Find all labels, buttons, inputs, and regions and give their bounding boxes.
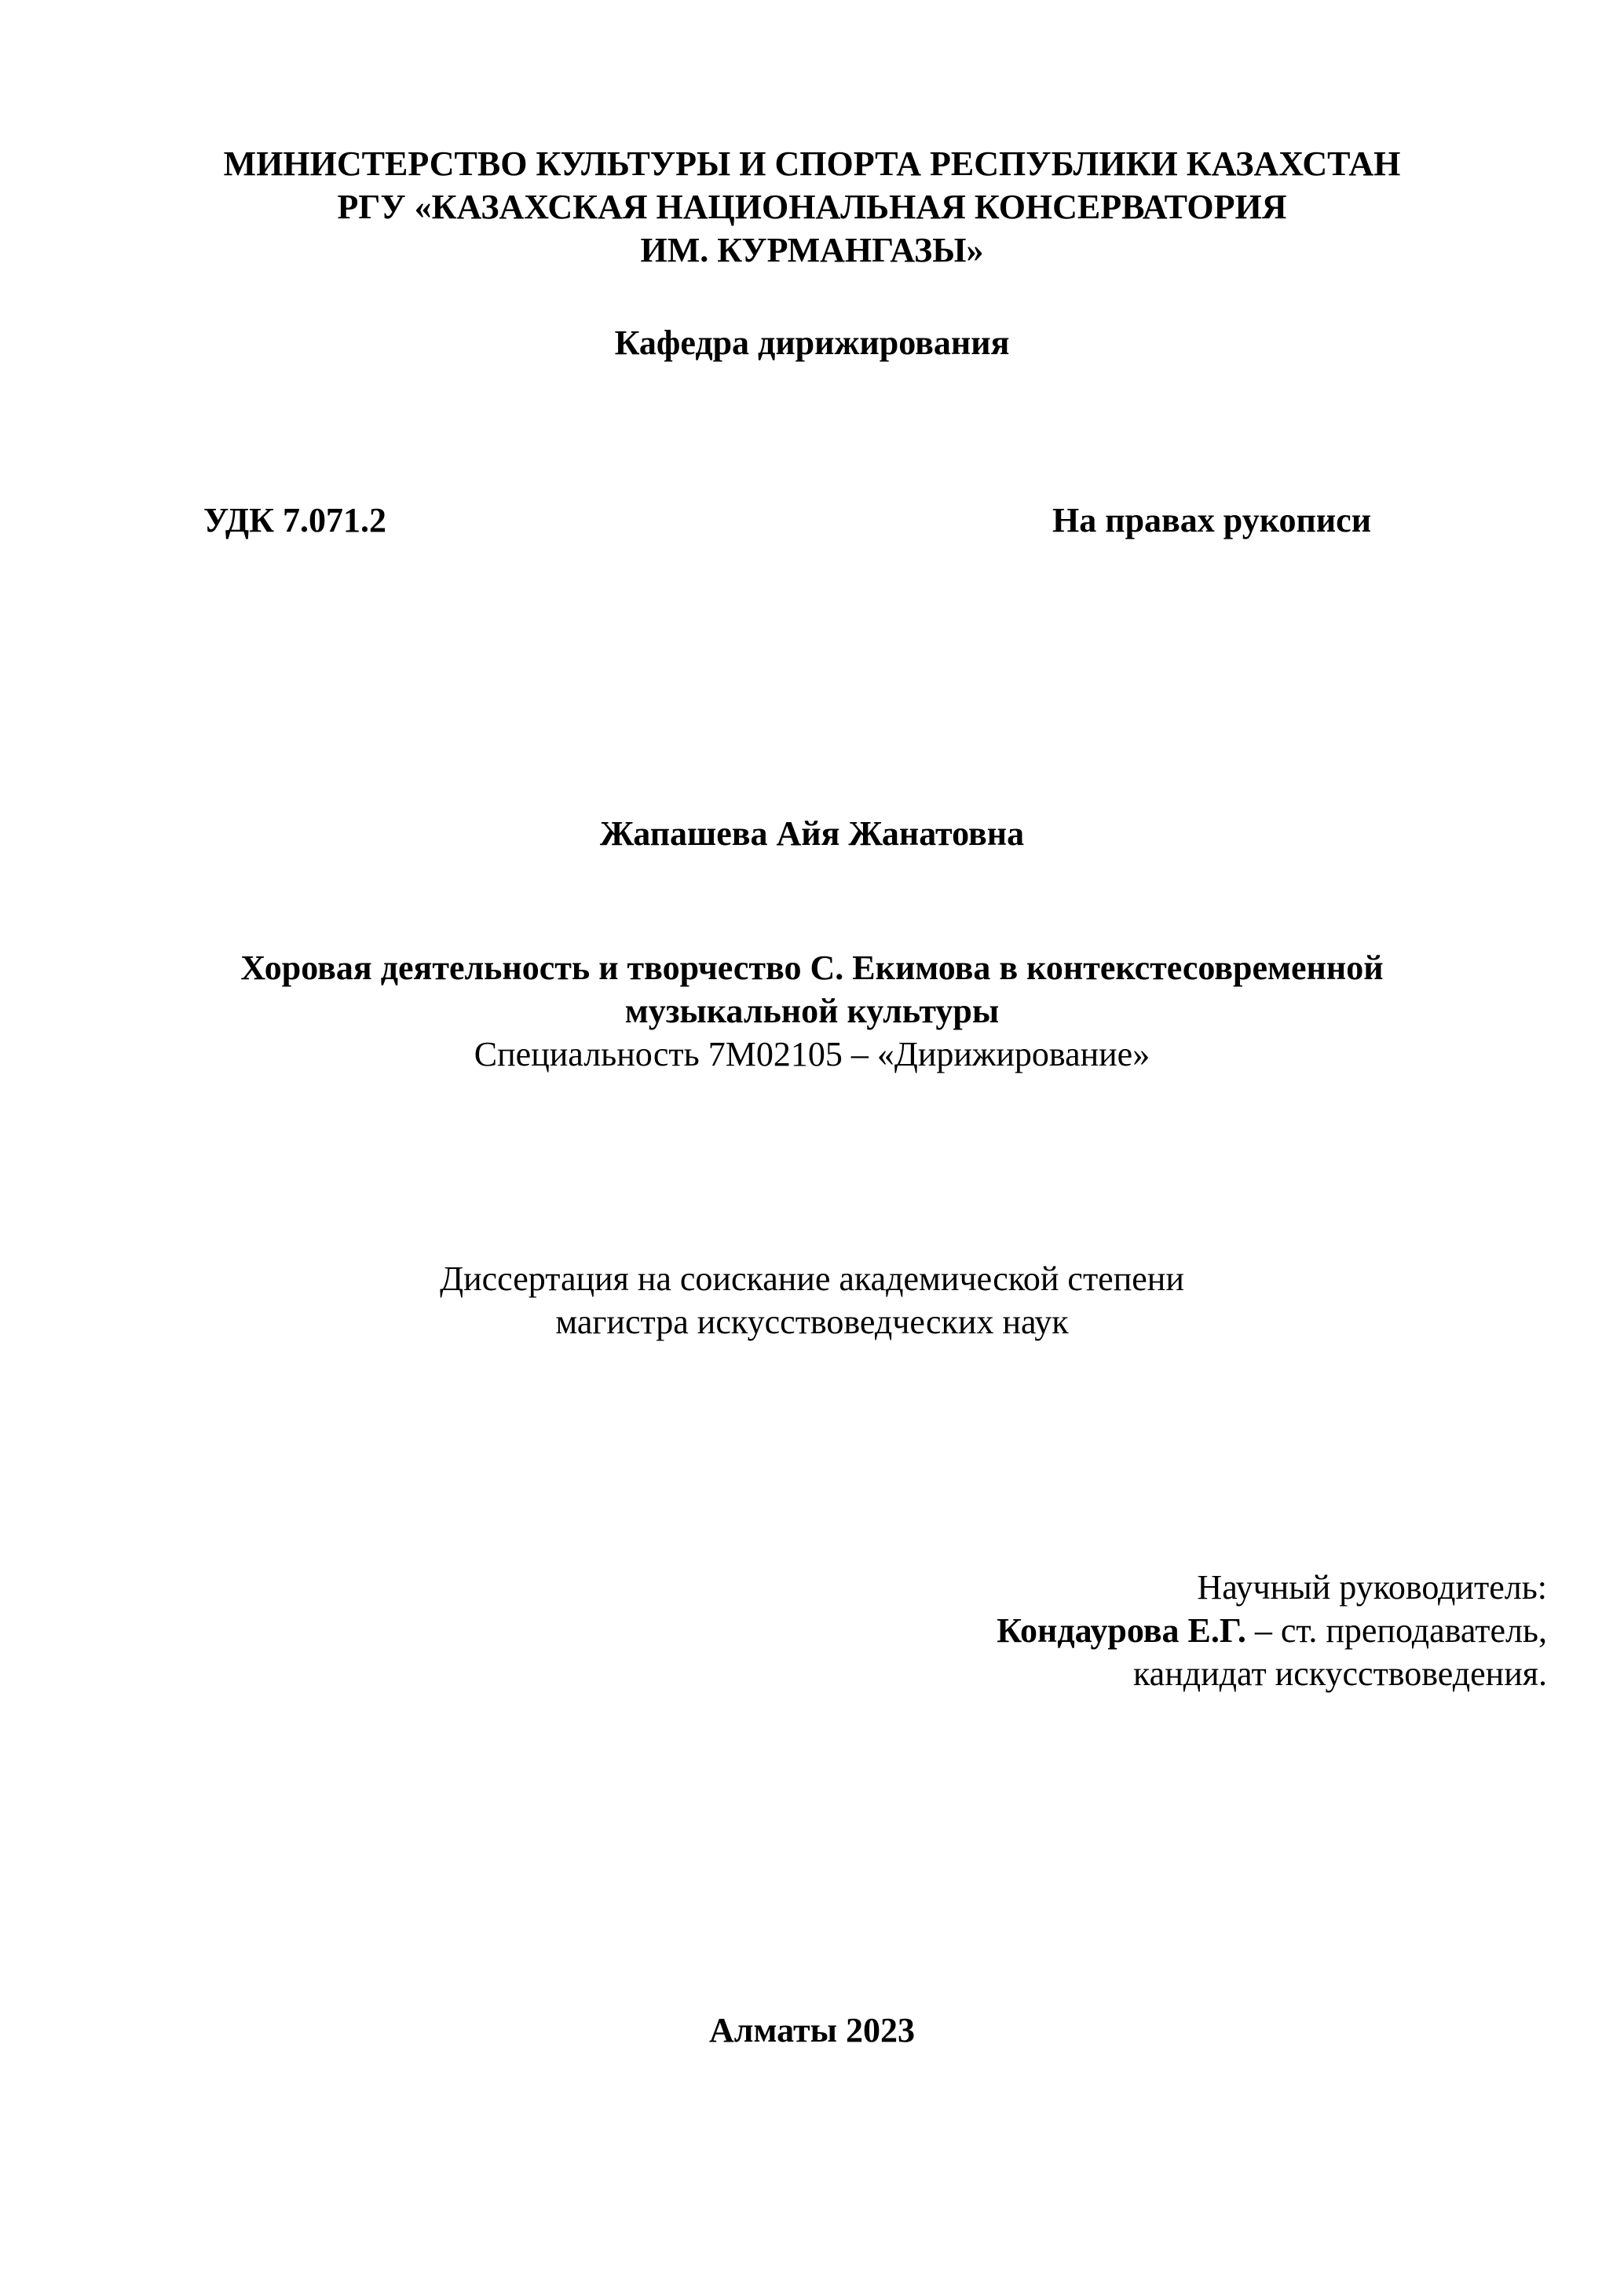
city-year: Алматы 2023: [709, 2011, 915, 2049]
supervisor-position: – ст. преподаватель,: [1245, 1611, 1547, 1650]
manuscript-rights: На правах рукописи: [1052, 501, 1372, 539]
degree-line1: Диссертация на соискание академической степени: [440, 1260, 1184, 1298]
ministry-heading: МИНИСТЕРСТВО КУЛЬТУРЫ И СПОРТА РЕСПУБЛИКИ КАЗАХСТАН: [223, 144, 1401, 183]
department-heading: Кафедра дирижирования: [614, 324, 1010, 362]
supervisor-line: [997, 1610, 1547, 1651]
author-name: Жапашева Айя Жанатовна: [599, 814, 1025, 853]
specialty: Специальность 7М02105 – «Дирижирование»: [474, 1035, 1150, 1073]
udk-code: УДК 7.071.2: [203, 501, 387, 539]
institution-heading-line2: ИМ. КУРМАНГАЗЫ»: [640, 231, 984, 269]
supervisor-degree: кандидат искусствоведения.: [1132, 1654, 1547, 1693]
thesis-title-line1: Хоровая деятельность и творчество С. Екимова в контекстесовременной: [240, 949, 1384, 987]
thesis-title-line2: музыкальной культуры: [624, 992, 1000, 1030]
degree-line2: магистра искусствоведческих наук: [555, 1303, 1069, 1341]
supervisor-label: Научный руководитель:: [1197, 1568, 1547, 1607]
institution-heading-line1: РГУ «КАЗАХСКАЯ НАЦИОНАЛЬНАЯ КОНСЕРВАТОРИЯ: [337, 188, 1287, 226]
supervisor-name: Кондаурова Е.Г.: [997, 1611, 1246, 1650]
